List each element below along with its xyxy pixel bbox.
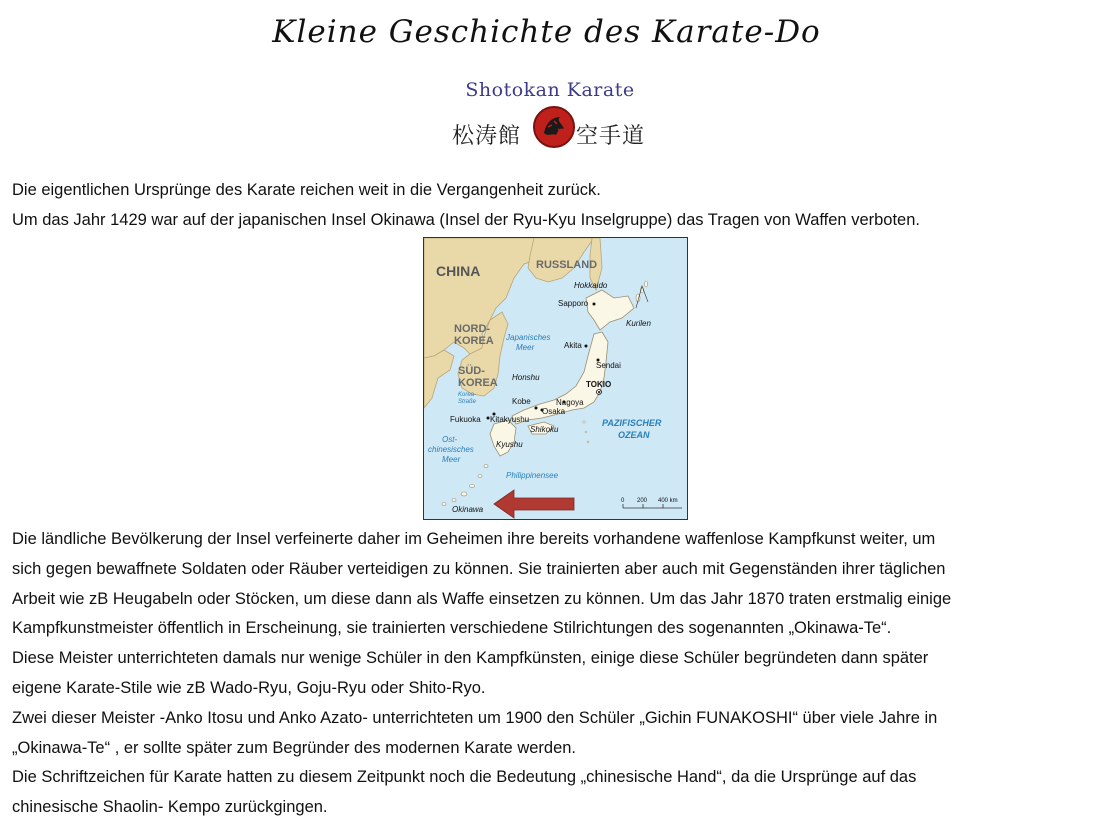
body-line: eigene Karate-Stile wie zB Wado-Ryu, Goju-Ryu oder Shito-Ryo.	[12, 678, 486, 697]
label-kitakyushu: Kitakyushu	[490, 415, 530, 424]
japan-map-graphic	[424, 238, 688, 520]
kuril-islands	[636, 281, 648, 302]
label-okinawa: Okinawa	[452, 505, 484, 514]
body-line: Die Schriftzeichen für Karate hatten zu diesem Zeitpunkt noch die Bedeutung „chinesische Hand“, da die Ursprünge auf das	[12, 768, 917, 787]
label-japan-sea-1: Japanisches	[506, 333, 551, 342]
body-line: Diese Meister unterrichteten damals nur wenige Schüler in den Kampfkünsten, einige diese Schüler begründeten dann später	[12, 649, 929, 668]
label-korea-strait-1: Korea-	[458, 392, 477, 398]
label-kurilen: Kurilen	[626, 319, 651, 328]
japan-map	[423, 237, 688, 520]
label-philippine-sea: Philippinensee	[506, 471, 559, 480]
label-korea-strait-2: Straße	[458, 399, 477, 405]
label-china: CHINA	[436, 263, 481, 279]
body-line: Die ländliche Bevölkerung der Insel verfeinerte daher im Geheimen ihre bereits vorhandene waffenlose Kampfkunst weiter, um	[12, 530, 936, 548]
label-akita: Akita	[564, 341, 582, 350]
body-line: Arbeit wie zB Heugabeln oder Stöcken, um diese dann als Waffe einsetzen zu können. Um das Jahr 1870 traten erstmalig einige	[12, 589, 952, 608]
label-sendai: Sendai	[596, 361, 621, 370]
label-fukuoka: Fukuoka	[450, 415, 481, 424]
label-east-china-2: chinesisches	[428, 445, 474, 454]
intro-line-1: Die eigentlichen Ursprünge des Karate reichen weit in die Vergangenheit zurück.	[12, 181, 601, 199]
body-line: sich gegen bewaffnete Soldaten oder Räuber verteidigen zu können. Sie trainierten aber auch mit Gegenständen ihrer täglichen	[12, 559, 946, 578]
okinawa-arrow-icon	[494, 490, 574, 518]
label-suedkorea-1: SÜD-	[458, 365, 485, 377]
label-nordkorea-1: NORD-	[454, 323, 491, 335]
label-kyushu: Kyushu	[496, 440, 523, 449]
logo-kanji-right: 空手道	[576, 124, 646, 149]
label-tokio: TOKIO	[586, 380, 612, 389]
label-russland: RUSSLAND	[536, 259, 598, 271]
scale-zero: 0	[621, 498, 625, 504]
body-line: Kampfkunstmeister öffentlich in Erscheinung, sie trainierten verschiedene Stilrichtungen des sogenannten „Okinawa-Te“.	[12, 619, 892, 638]
page-title: Kleine Geschichte des Karate-Do	[272, 14, 821, 50]
body-line: Zwei dieser Meister -Anko Itosu und Anko Azato- unterrichteten um 1900 den Schüler „Gichin FUNAKOSHI“ über viele Jahre in	[12, 708, 938, 727]
body-line: „Okinawa-Te“ , er sollte später zum Begründer des modernen Karate werden.	[12, 738, 577, 757]
tiger-emblem-icon	[532, 105, 576, 149]
ryukyu-islands	[442, 465, 488, 506]
label-japan-sea-2: Meer	[516, 343, 535, 352]
shotokan-logo	[440, 75, 660, 167]
label-hokkaido: Hokkaido	[574, 281, 608, 290]
label-pacific-1: PAZIFISCHER	[602, 418, 662, 428]
label-suedkorea-2: KOREA	[458, 377, 498, 389]
label-sapporo: Sapporo	[558, 299, 589, 308]
label-nagoya: Nagoya	[556, 398, 584, 407]
label-east-china-1: Ost-	[442, 435, 458, 444]
kyushu-island	[490, 420, 516, 456]
scale-bar	[621, 498, 682, 508]
logo-text: Shotokan Karate	[465, 79, 635, 101]
label-honshu: Honshu	[512, 373, 540, 382]
scale-max: 400 km	[658, 498, 678, 504]
label-osaka: Osaka	[542, 407, 566, 416]
intro-line-2: Um das Jahr 1429 war auf der japanischen Insel Okinawa (Insel der Ryu-Kyu Inselgruppe) das Tragen von Waffen verboten.	[12, 211, 920, 229]
label-kobe: Kobe	[512, 397, 531, 406]
label-pacific-2: OZEAN	[618, 430, 650, 440]
label-east-china-3: Meer	[442, 455, 461, 464]
scale-mid: 200	[637, 498, 648, 504]
history-text	[12, 525, 1092, 823]
body-line: chinesische Shaolin- Kempo zurückgingen.	[12, 798, 328, 817]
china-coast	[424, 350, 454, 408]
logo-kanji-left: 松涛館	[452, 124, 522, 149]
label-shikoku: Shikoku	[530, 425, 559, 434]
label-nordkorea-2: KOREA	[454, 335, 494, 347]
